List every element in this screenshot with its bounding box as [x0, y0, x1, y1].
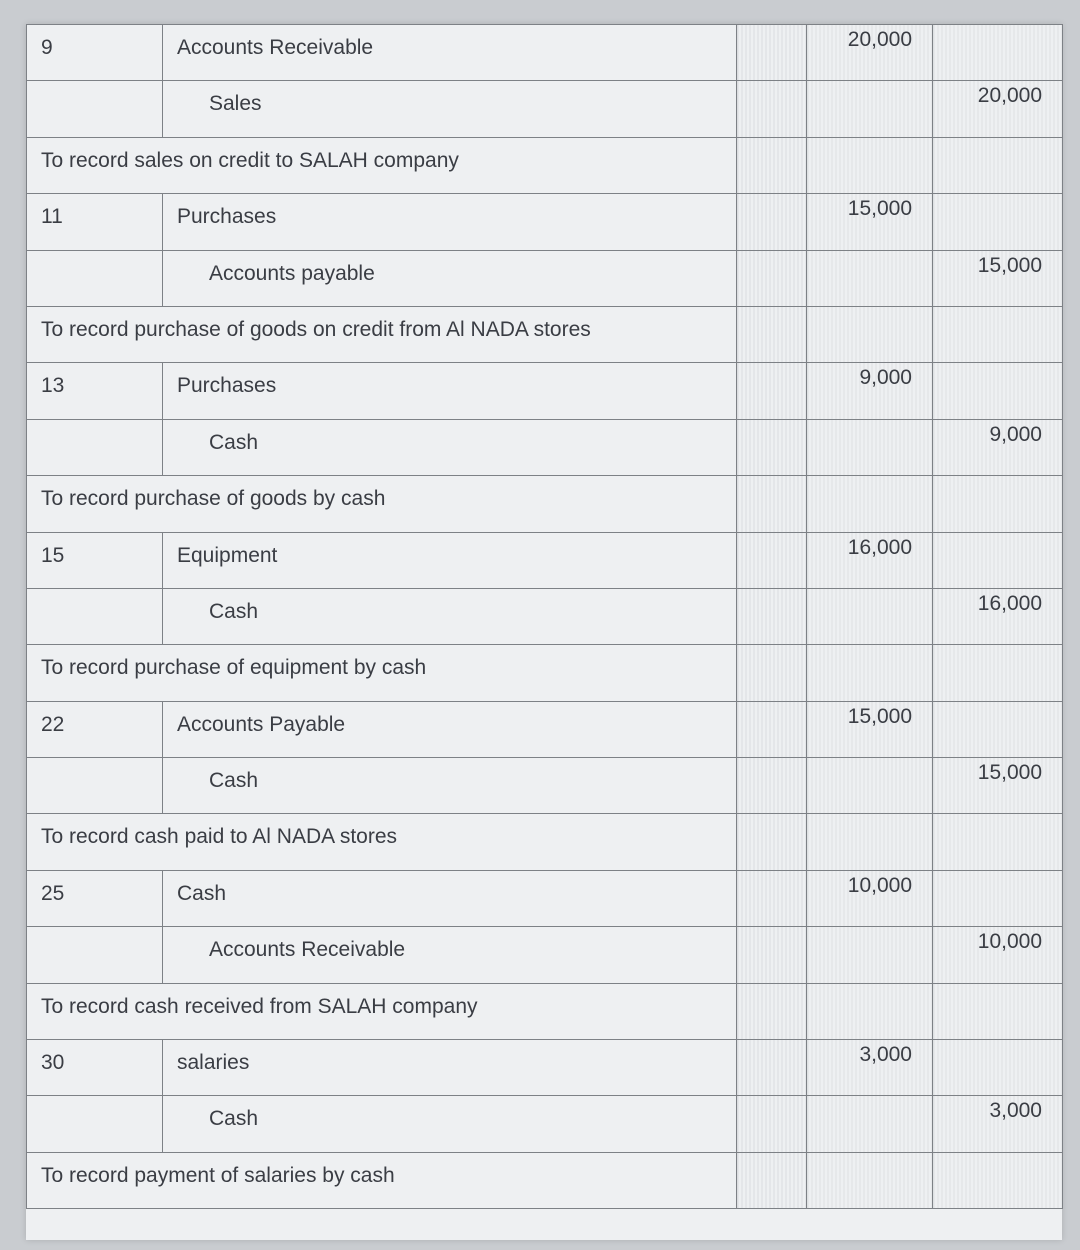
explanation-cell [27, 1152, 737, 1208]
credit-amount-cell [933, 1152, 1063, 1208]
general-journal-table [26, 24, 1063, 1209]
ref-cell [737, 1152, 807, 1208]
debit-account-name: Purchases [177, 205, 277, 229]
credit-amount-cell [933, 758, 1063, 814]
journal-entry-debit-row [27, 701, 1063, 757]
credit-amount-cell [933, 250, 1063, 306]
journal-entry-explanation-row [27, 814, 1063, 870]
ref-cell [737, 250, 807, 306]
credit-amount-cell [933, 983, 1063, 1039]
ref-cell [737, 588, 807, 644]
credit-amount-cell [933, 645, 1063, 701]
credit-amount-cell [933, 532, 1063, 588]
credit-account-name: Cash [209, 769, 259, 793]
journal-entry-credit-row [27, 250, 1063, 306]
debit-amount-cell [807, 1096, 933, 1152]
debit-account-name: Equipment [177, 543, 278, 567]
journal-entry-credit-row [27, 758, 1063, 814]
debit-amount-cell [807, 701, 933, 757]
entry-explanation: To record sales on credit to SALAH company [41, 148, 459, 172]
ref-cell [737, 870, 807, 926]
entry-explanation: To record cash paid to Al NADA stores [41, 825, 398, 849]
journal-entry-explanation-row [27, 137, 1063, 193]
credit-amount-cell [933, 81, 1063, 137]
debit-amount-cell [807, 588, 933, 644]
credit-amount-cell [933, 1040, 1063, 1096]
debit-account-name: Accounts Payable [177, 712, 346, 736]
credit-account-name: Cash [209, 430, 259, 454]
ref-cell [737, 532, 807, 588]
debit-amount-cell [807, 645, 933, 701]
entry-date-cell-continued [27, 588, 163, 644]
debit-account-name: Accounts Receivable [177, 36, 374, 59]
credit-account-name: Cash [209, 599, 259, 623]
credit-amount-cell [933, 306, 1063, 362]
credit-account-name: Accounts payable [209, 261, 375, 285]
ref-cell [737, 137, 807, 193]
credit-amount: 16,000 [977, 591, 1042, 615]
credit-account-name: Accounts Receivable [209, 938, 406, 962]
debit-amount-cell [807, 363, 933, 419]
debit-amount-cell [807, 419, 933, 475]
debit-amount-cell [807, 532, 933, 588]
journal-entry-debit-row [27, 1040, 1063, 1096]
credit-account-name: Sales [209, 92, 262, 116]
ref-cell [737, 814, 807, 870]
credit-account-cell [163, 1096, 737, 1152]
debit-amount: 16,000 [847, 535, 912, 559]
debit-account-cell [163, 701, 737, 757]
explanation-cell [27, 983, 737, 1039]
credit-account-cell [163, 758, 737, 814]
credit-amount: 10,000 [977, 930, 1042, 954]
credit-amount-cell [933, 701, 1063, 757]
credit-amount-cell [933, 25, 1063, 81]
journal-entry-credit-row [27, 419, 1063, 475]
entry-date: 11 [41, 205, 63, 229]
journal-entry-credit-row [27, 927, 1063, 983]
debit-amount-cell [807, 250, 933, 306]
debit-account-cell [163, 363, 737, 419]
entry-date-cell-continued [27, 758, 163, 814]
entry-date: 13 [41, 374, 65, 398]
entry-date: 25 [41, 881, 65, 905]
credit-account-cell [163, 250, 737, 306]
debit-amount-cell [807, 1152, 933, 1208]
ref-cell [737, 363, 807, 419]
credit-amount-cell [933, 1096, 1063, 1152]
journal-entry-credit-row [27, 588, 1063, 644]
ref-cell [737, 645, 807, 701]
explanation-cell [27, 645, 737, 701]
credit-amount-cell [933, 814, 1063, 870]
debit-account-cell [163, 194, 737, 250]
credit-account-name: Cash [209, 1107, 259, 1131]
ref-cell [737, 81, 807, 137]
entry-explanation: To record cash received from SALAH company [41, 994, 478, 1018]
credit-amount: 20,000 [977, 84, 1042, 108]
entry-date-cell [27, 194, 163, 250]
debit-account-name: salaries [177, 1051, 250, 1075]
credit-amount-cell [933, 137, 1063, 193]
credit-amount: 15,000 [977, 761, 1042, 785]
debit-amount: 10,000 [847, 873, 912, 897]
debit-amount: 3,000 [859, 1043, 912, 1067]
debit-amount: 20,000 [847, 28, 912, 51]
debit-account-cell [163, 25, 737, 81]
debit-amount-cell [807, 814, 933, 870]
journal-entry-debit-row [27, 363, 1063, 419]
debit-account-cell [163, 1040, 737, 1096]
entry-date-cell-continued [27, 81, 163, 137]
credit-amount-cell [933, 588, 1063, 644]
journal-entry-explanation-row [27, 645, 1063, 701]
ref-cell [737, 1096, 807, 1152]
entry-explanation: To record purchase of goods by cash [41, 487, 386, 511]
entry-date-cell-continued [27, 250, 163, 306]
entry-date-cell-continued [27, 927, 163, 983]
credit-account-cell [163, 81, 737, 137]
explanation-cell [27, 476, 737, 532]
entry-date-cell-continued [27, 1096, 163, 1152]
explanation-cell [27, 306, 737, 362]
debit-amount: 9,000 [859, 366, 912, 390]
credit-account-cell [163, 588, 737, 644]
debit-amount-cell [807, 983, 933, 1039]
ref-cell [737, 419, 807, 475]
entry-explanation: To record payment of salaries by cash [41, 1163, 395, 1187]
entry-explanation: To record purchase of equipment by cash [41, 656, 427, 680]
debit-amount-cell [807, 137, 933, 193]
credit-amount-cell [933, 194, 1063, 250]
journal-entry-explanation-row [27, 306, 1063, 362]
entry-date-cell [27, 363, 163, 419]
debit-amount-cell [807, 758, 933, 814]
journal-entry-explanation-row [27, 1152, 1063, 1208]
credit-account-cell [163, 419, 737, 475]
journal-entry-explanation-row [27, 476, 1063, 532]
credit-amount: 15,000 [977, 253, 1042, 277]
journal-entry-debit-row [27, 870, 1063, 926]
debit-amount-cell [807, 81, 933, 137]
entry-date: 30 [41, 1051, 65, 1075]
ref-cell [737, 194, 807, 250]
entry-date-cell-continued [27, 419, 163, 475]
credit-amount-cell [933, 927, 1063, 983]
debit-amount-cell [807, 476, 933, 532]
journal-entry-credit-row [27, 1096, 1063, 1152]
credit-amount-cell [933, 476, 1063, 532]
journal-entry-explanation-row [27, 983, 1063, 1039]
debit-amount-cell [807, 870, 933, 926]
credit-amount-cell [933, 419, 1063, 475]
journal-sheet [26, 24, 1062, 1240]
debit-amount: 15,000 [847, 197, 912, 221]
explanation-cell [27, 814, 737, 870]
credit-account-cell [163, 927, 737, 983]
journal-entry-debit-row [27, 194, 1063, 250]
entry-date-cell [27, 1040, 163, 1096]
ref-cell [737, 927, 807, 983]
debit-amount-cell [807, 1040, 933, 1096]
debit-account-name: Cash [177, 881, 227, 905]
debit-amount-cell [807, 927, 933, 983]
entry-explanation: To record purchase of goods on credit from Al NADA stores [41, 317, 591, 341]
ref-cell [737, 306, 807, 362]
debit-amount: 15,000 [847, 704, 912, 728]
ref-cell [737, 476, 807, 532]
ref-cell [737, 701, 807, 757]
entry-date-cell [27, 25, 163, 81]
journal-entry-debit-row [27, 532, 1063, 588]
debit-account-name: Purchases [177, 374, 277, 398]
entry-date-cell [27, 701, 163, 757]
journal-entry-credit-row [27, 81, 1063, 137]
debit-amount-cell [807, 25, 933, 81]
credit-amount-cell [933, 870, 1063, 926]
credit-amount: 3,000 [989, 1099, 1042, 1123]
credit-amount-cell [933, 363, 1063, 419]
debit-account-cell [163, 532, 737, 588]
debit-amount-cell [807, 194, 933, 250]
ref-cell [737, 983, 807, 1039]
debit-account-cell [163, 870, 737, 926]
journal-entry-debit-row [27, 25, 1063, 81]
entry-date: 22 [41, 712, 65, 736]
entry-date: 15 [41, 543, 65, 567]
entry-date-cell [27, 870, 163, 926]
ref-cell [737, 1040, 807, 1096]
entry-date-cell [27, 532, 163, 588]
debit-amount-cell [807, 306, 933, 362]
ref-cell [737, 25, 807, 81]
explanation-cell [27, 137, 737, 193]
ref-cell [737, 758, 807, 814]
credit-amount: 9,000 [989, 422, 1042, 446]
entry-date: 9 [41, 36, 53, 59]
